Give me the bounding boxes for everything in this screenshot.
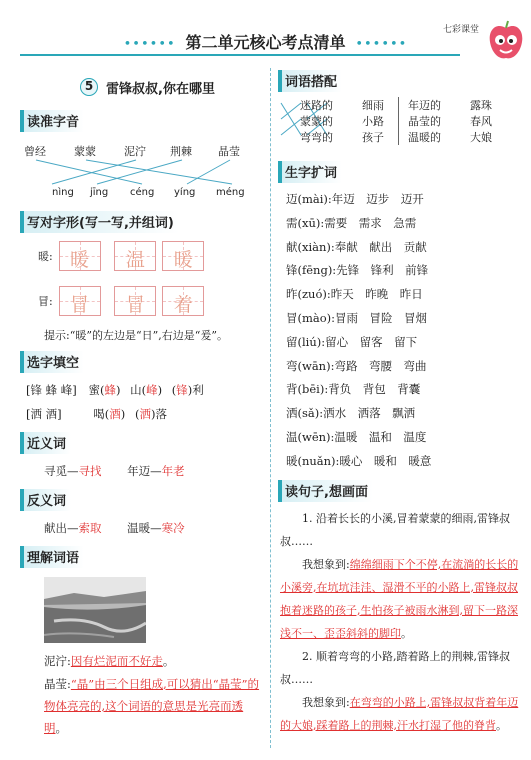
understand-item-1 xyxy=(22,649,262,673)
expand-row: 昨(zuó):昨天 昨晚 昨日 xyxy=(286,287,423,302)
understand-answer: 因有烂泥而不好走 xyxy=(70,654,163,668)
header-dots-right: •••••• xyxy=(355,37,408,52)
answer-end: 。 xyxy=(496,718,507,732)
sentence-answer-2 xyxy=(280,691,525,737)
antonym-answer: 寒冷 xyxy=(161,521,185,535)
choice-suffix: )落 xyxy=(150,407,167,421)
antonym-answer: 索取 xyxy=(78,521,102,535)
choice-answer: 酒 xyxy=(109,407,121,421)
answer-lead: 我想象到: xyxy=(302,557,350,571)
section-understand: 理解词语 xyxy=(20,546,84,568)
trace-char: 暖 xyxy=(173,249,193,271)
colloc-word: 迷路的 xyxy=(300,99,333,112)
expand-row: 献(xiàn):奉献 献出 贡献 xyxy=(286,239,427,254)
section-antonym: 反义词 xyxy=(20,489,71,511)
answer-end: 。 xyxy=(401,626,412,640)
colloc-word: 温暖的 xyxy=(408,131,441,144)
answer-text: 在弯弯的小路上,雷锋叔叔背着年迈的大娘,踩着路上的荆棘,汗水打湿了他的脊背 xyxy=(280,695,519,732)
trace-char: 冒 xyxy=(70,294,90,316)
expand-row: 洒(sǎ):洒水 洒落 飘洒 xyxy=(286,406,416,421)
write-tip: 提示:“暖”的左边是“日”,右边是“爰”。 xyxy=(44,329,228,342)
write-row-2 xyxy=(22,274,262,319)
read-pinyin-match xyxy=(22,137,262,205)
choice-answer: 峰 xyxy=(146,383,158,397)
brand-label: 七彩课堂 xyxy=(443,25,480,35)
section-expand: 生字扩词 xyxy=(278,161,342,183)
lesson-title: 雷锋叔叔,你在哪里 xyxy=(106,82,215,97)
read-pinyin: jīng xyxy=(90,187,109,198)
expand-row: 背(bēi):背负 背包 背囊 xyxy=(286,382,421,397)
understand-word: 晶莹: xyxy=(44,677,71,691)
section-read: 读准字音 xyxy=(20,110,84,132)
choice-prefix: ( xyxy=(171,383,177,397)
expand-row: 冒(mào):冒雨 冒险 冒烟 xyxy=(286,310,428,325)
antonym-word: 温暖— xyxy=(127,521,162,535)
understand-item-2 xyxy=(22,673,262,739)
choose-row-1 xyxy=(22,378,262,402)
choice-suffix: )利 xyxy=(187,383,204,397)
colloc-word: 大娘 xyxy=(470,131,492,144)
column-divider xyxy=(270,68,271,748)
left-column xyxy=(22,68,262,739)
choice-suffix: ) xyxy=(120,407,126,421)
expand-row: 锋(fēng):先锋 锋利 前锋 xyxy=(286,263,429,278)
antonym-word: 献出— xyxy=(44,521,79,535)
collocation-block xyxy=(280,97,525,155)
colloc-lines xyxy=(280,97,302,139)
lesson-heading xyxy=(22,68,262,104)
read-pinyin: yíng xyxy=(174,187,196,198)
section-sentence: 读句子,想画面 xyxy=(278,480,373,502)
colloc-word: 露珠 xyxy=(470,99,492,112)
writing-grid xyxy=(114,241,156,271)
antonym-row xyxy=(22,516,262,540)
choose-row-2 xyxy=(22,402,262,426)
understand-answer: “晶”由三个日组成,可以猜出“晶莹”的物体亮亮的,这个词语的意思是光亮而透明 xyxy=(44,677,260,735)
choice-prefix: ( xyxy=(134,407,140,421)
colloc-separator xyxy=(398,97,399,145)
choice-suffix: ) xyxy=(157,383,163,397)
choice-suffix: ) xyxy=(115,383,121,397)
muddy-road-photo xyxy=(44,577,146,643)
synonym-word: 年迈— xyxy=(127,464,162,478)
section-collocation: 词语搭配 xyxy=(278,70,342,92)
read-word: 蒙蒙 xyxy=(74,145,96,158)
colloc-word: 细雨 xyxy=(362,99,384,112)
read-word: 荆棘 xyxy=(170,145,192,158)
choice-answer: 洒 xyxy=(139,407,151,421)
right-column xyxy=(280,68,525,737)
expand-row: 需(xū):需要 需求 急需 xyxy=(286,215,417,230)
answer-text: 绵绵细雨下个不停,在流淌的长长的小溪旁,在坑坑洼洼、湿滑不平的小路上,雷锋叔叔抱着迷路的孩子,生怕孩子被雨水淋到,留下一路深浅不一、歪歪斜斜的脚印 xyxy=(280,557,519,640)
section-choose: 选字填空 xyxy=(20,351,84,373)
colloc-word: 春风 xyxy=(470,115,492,128)
read-pinyin: céng xyxy=(130,187,155,198)
colloc-word: 年迈的 xyxy=(408,99,441,112)
write-label: 冒: xyxy=(38,294,53,308)
writing-grid xyxy=(59,286,101,316)
colloc-word: 晶莹的 xyxy=(408,115,441,128)
section-synonym: 近义词 xyxy=(20,432,71,454)
choice-answer: 锋 xyxy=(176,383,188,397)
answer-lead: 我想象到: xyxy=(302,695,350,709)
choice-prefix: 山( xyxy=(130,383,147,397)
understand-end: 。 xyxy=(55,721,67,735)
sentence-answer-1 xyxy=(280,553,525,645)
sentence-question-1: 1. 沿着长长的小溪,冒着蒙蒙的细雨,雷锋叔叔…… xyxy=(280,511,510,548)
expand-row: 暖(nuǎn):暖心 暖和 暖意 xyxy=(286,453,432,468)
lesson-number: 5 xyxy=(80,78,98,96)
apple-mascot-icon xyxy=(486,20,526,62)
header-rule xyxy=(20,54,460,56)
match-lines xyxy=(22,159,262,185)
writing-grid xyxy=(59,241,101,271)
trace-char: 冒 xyxy=(125,294,145,316)
synonym-answer: 寻找 xyxy=(78,464,102,478)
choice-options: [锋 蜂 峰] xyxy=(26,383,77,397)
trace-char: 着 xyxy=(173,294,193,316)
synonym-word: 寻觅— xyxy=(44,464,79,478)
expand-row: 弯(wān):弯路 弯腰 弯曲 xyxy=(286,358,427,373)
read-pinyin: nìng xyxy=(52,187,74,198)
header-dots-left: •••••• xyxy=(123,37,176,52)
writing-grid xyxy=(114,286,156,316)
choice-options: [洒 酒] xyxy=(26,407,62,421)
synonym-answer: 年老 xyxy=(161,464,185,478)
understand-end: 。 xyxy=(162,654,175,668)
read-word: 泥泞 xyxy=(124,145,146,158)
write-row-1 xyxy=(22,238,262,274)
understand-word: 泥泞: xyxy=(44,654,71,668)
expand-row: 温(wēn):温暖 温和 温度 xyxy=(286,429,427,444)
expand-row: 留(liú):留心 留客 留下 xyxy=(286,334,418,349)
choice-prefix: 蜜( xyxy=(88,383,105,397)
expand-row: 迈(mài):年迈 迈步 迈开 xyxy=(286,192,424,206)
read-word: 晶莹 xyxy=(218,145,240,158)
colloc-word: 蒙蒙的 xyxy=(300,115,333,128)
writing-grid xyxy=(162,286,204,316)
colloc-word: 小路 xyxy=(362,115,384,128)
colloc-word: 孩子 xyxy=(362,131,384,144)
section-write: 写对字形(写一写,并组词) xyxy=(20,211,179,233)
sentence-question-2: 2. 顺着弯弯的小路,踏着路上的荆棘,雷锋叔叔…… xyxy=(280,649,510,686)
read-pinyin: méng xyxy=(216,187,245,198)
page-title: 第二单元核心考点清单 xyxy=(185,33,346,52)
choice-answer: 蜂 xyxy=(104,383,116,397)
writing-grid xyxy=(162,241,204,271)
write-label: 暖: xyxy=(38,249,53,263)
trace-char: 温 xyxy=(125,249,145,271)
trace-char: 暖 xyxy=(70,249,90,271)
choice-prefix: 喝( xyxy=(93,407,110,421)
read-word: 曾经 xyxy=(24,145,46,158)
colloc-word: 弯弯的 xyxy=(300,131,333,144)
synonym-row xyxy=(22,459,262,483)
